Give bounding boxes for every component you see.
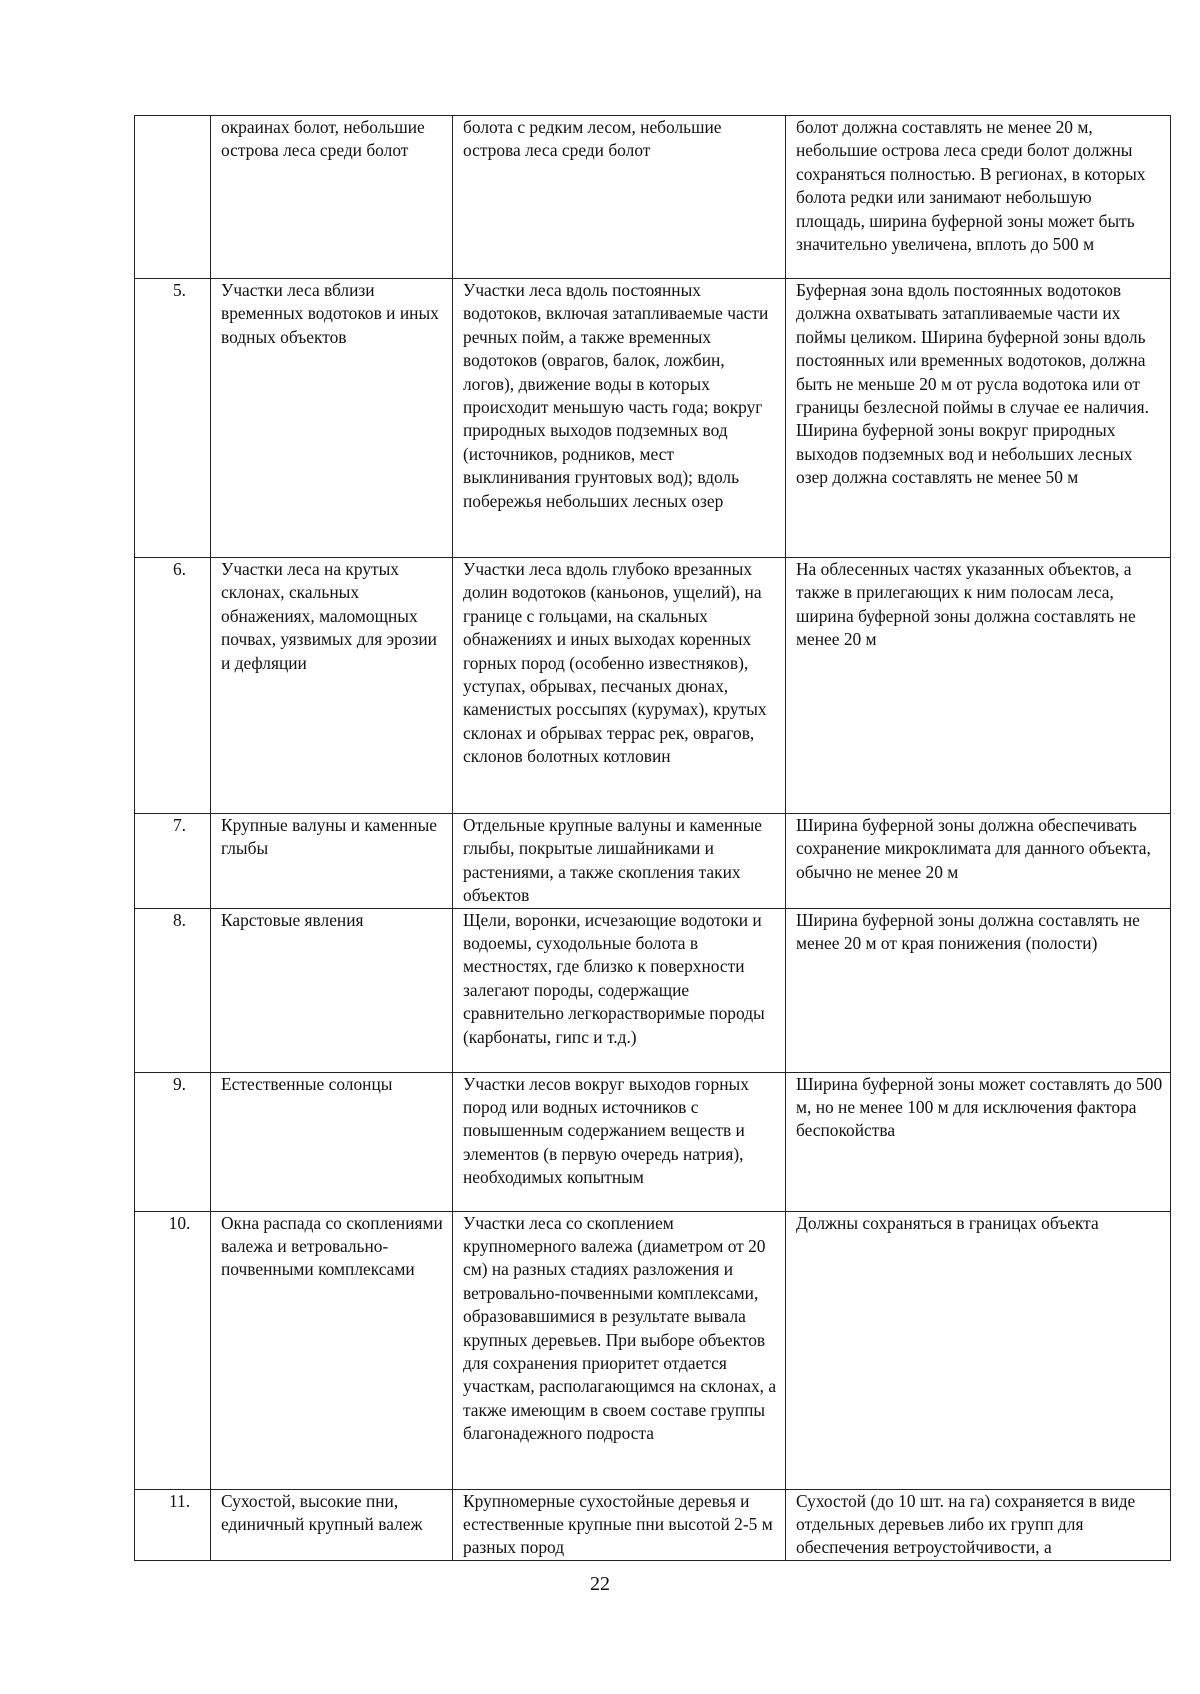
row-number bbox=[135, 116, 211, 279]
requirements-cell: На облесенных частях указанных объектов, а также в прилегающих к ним полосам леса, ширина буферной зоны должна составлять не менее 20 м bbox=[786, 558, 1171, 814]
requirements-cell: Должны сохраняться в границах объекта bbox=[786, 1211, 1171, 1489]
table-row bbox=[135, 1211, 1171, 1489]
row-number: 8. bbox=[135, 908, 211, 1072]
document-table bbox=[134, 115, 1171, 1561]
row-number: 11. bbox=[135, 1489, 211, 1560]
requirements-cell: Ширина буферной зоны должна обеспечивать сохранение микроклимата для данного объекта, обычно не менее 20 м bbox=[786, 814, 1171, 909]
object-cell: Участки леса вблизи временных водотоков и иных водных объектов bbox=[211, 279, 453, 558]
object-cell: Участки леса на крутых склонах, скальных обнажениях, маломощных почвах, уязвимых для эрозии и дефляции bbox=[211, 558, 453, 814]
description-cell: болота с редким лесом, небольшие острова леса среди болот bbox=[453, 116, 786, 279]
row-number: 5. bbox=[135, 279, 211, 558]
description-cell: Щели, воронки, исчезающие водотоки и водоемы, суходольные болота в местностях, где близко к поверхности залегают породы, содержащие сравнительно легкорастворимые породы (карбонаты, гипс и т.д.) bbox=[453, 908, 786, 1072]
table-row bbox=[135, 279, 1171, 558]
row-number: 10. bbox=[135, 1211, 211, 1489]
row-number: 7. bbox=[135, 814, 211, 909]
description-cell: Участки леса вдоль глубоко врезанных долин водотоков (каньонов, ущелий), на границе с гольцами, на скальных обнажениях и иных выходах коренных горных пород (особенно известняков), уступах, обрывах, песчаных дюнах, каменистых россыпях (курумах), крутых склонах и обрывах террас рек, оврагов, склонов болотных котловин bbox=[453, 558, 786, 814]
object-cell: Карстовые явления bbox=[211, 908, 453, 1072]
object-cell: Окна распада со скоплениями валежа и ветровально-почвенными комплексами bbox=[211, 1211, 453, 1489]
requirements-cell: Ширина буферной зоны должна составлять не менее 20 м от края понижения (полости) bbox=[786, 908, 1171, 1072]
object-cell: Сухостой, высокие пни, единичный крупный валеж bbox=[211, 1489, 453, 1560]
row-number: 9. bbox=[135, 1072, 211, 1211]
requirements-cell: Ширина буферной зоны может составлять до 500 м, но не менее 100 м для исключения фактора беспокойства bbox=[786, 1072, 1171, 1211]
description-cell: Участки леса вдоль постоянных водотоков, включая затапливаемые части речных пойм, а также временных водотоков (оврагов, балок, ложбин, логов), движение воды в которых происходит меньшую часть года; вокруг природных выходов подземных вод (источников, родников, мест выклинивания грунтовых вод); вдоль побережья небольших лесных озер bbox=[453, 279, 786, 558]
requirements-cell: Буферная зона вдоль постоянных водотоков должна охватывать затапливаемые части их поймы целиком. Ширина буферной зоны вдоль постоянных или временных водотоков, должна быть не меньше 20 м от русла водотока или от границы безлесной поймы в случае ее наличия. Ширина буферной зоны вокруг природных выходов подземных вод и небольших лесных озер должна составлять не менее 50 м bbox=[786, 279, 1171, 558]
object-cell: окраинах болот, небольшие острова леса среди болот bbox=[211, 116, 453, 279]
page-number: 22 bbox=[590, 1573, 610, 1595]
description-cell: Отдельные крупные валуны и каменные глыбы, покрытые лишайниками и растениями, а также скопления таких объектов bbox=[453, 814, 786, 909]
table-row bbox=[135, 814, 1171, 909]
table-row bbox=[135, 908, 1171, 1072]
requirements-cell: болот должна составлять не менее 20 м, небольшие острова леса среди болот должны сохраняться полностью. В регионах, в которых болота редки или занимают небольшую площадь, ширина буферной зоны может быть значительно увеличена, вплоть до 500 м bbox=[786, 116, 1171, 279]
description-cell: Участки лесов вокруг выходов горных пород или водных источников с повышенным содержанием веществ и элементов (в первую очередь натрия), необходимых копытным bbox=[453, 1072, 786, 1211]
table-row bbox=[135, 558, 1171, 814]
table-row bbox=[135, 116, 1171, 279]
requirements-cell: Сухостой (до 10 шт. на га) сохраняется в виде отдельных деревьев либо их групп для обеспечения ветроустойчивости, а bbox=[786, 1489, 1171, 1560]
description-cell: Участки леса со скоплением крупномерного валежа (диаметром от 20 см) на разных стадиях разложения и ветровально-почвенными комплексами, образовавшимися в результате вывала крупных деревьев. При выборе объектов для сохранения приоритет отдается участкам, располагающимся на склонах, а также имеющим в своем составе группы благонадежного подроста bbox=[453, 1211, 786, 1489]
table-row bbox=[135, 1072, 1171, 1211]
table-row bbox=[135, 1489, 1171, 1560]
description-cell: Крупномерные сухостойные деревья и естественные крупные пни высотой 2-5 м разных пород bbox=[453, 1489, 786, 1560]
row-number: 6. bbox=[135, 558, 211, 814]
object-cell: Крупные валуны и каменные глыбы bbox=[211, 814, 453, 909]
object-cell: Естественные солонцы bbox=[211, 1072, 453, 1211]
